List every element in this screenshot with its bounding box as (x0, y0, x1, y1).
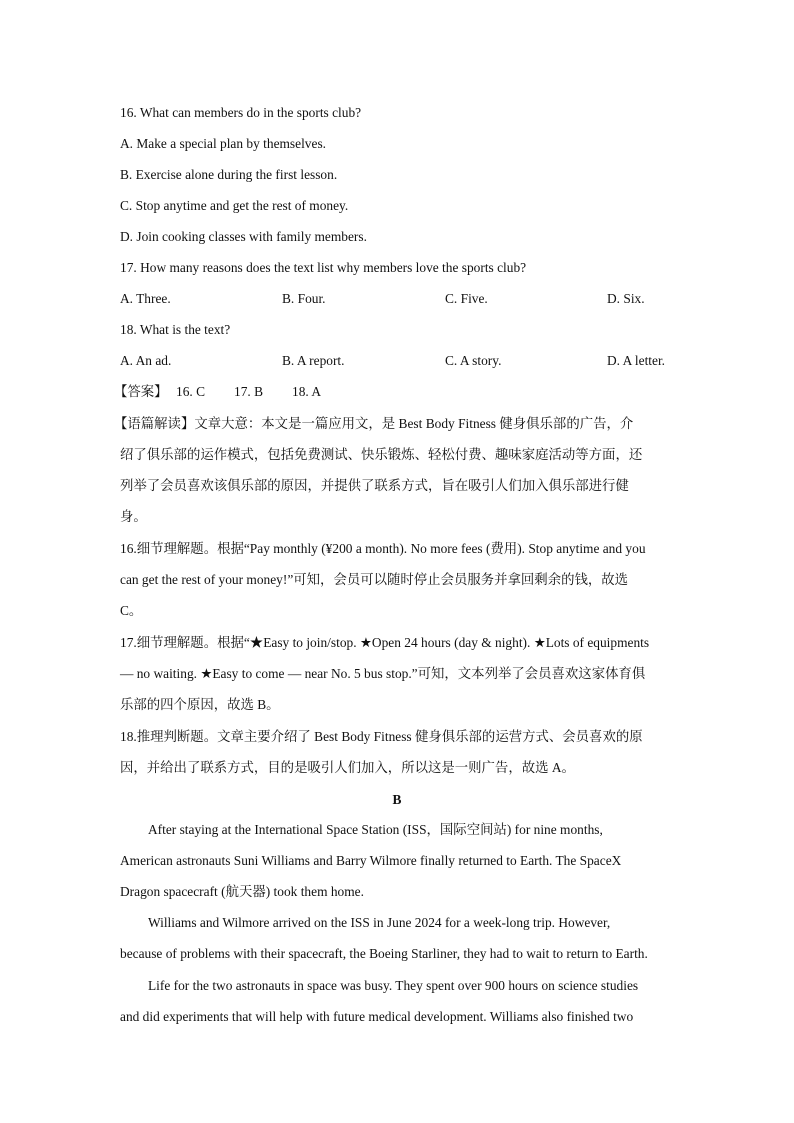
question-17-option-b: B. Four. (282, 291, 326, 306)
question-16-stem: 16. What can members do in the sports club? (120, 105, 362, 120)
explanation-17-line-3: 乐部的四个原因，故选 B。 (120, 697, 280, 712)
question-18-option-c: C. A story. (445, 353, 502, 368)
analysis-summary-line-3: 列举了会员喜欢该俱乐部的原因，并提供了联系方式，旨在吸引人们加入俱乐部进行健 (120, 478, 629, 493)
passage-b-paragraph-3-line-2: and did experiments that will help with future medical development. Williams also finished two (120, 1009, 634, 1024)
question-16-option-a: A. Make a special plan by themselves. (120, 136, 327, 151)
explanation-18-line-2: 因，并给出了联系方式，目的是吸引人们加入，所以这是一则广告，故选 A。 (120, 760, 575, 775)
question-18-option-b: B. A report. (282, 353, 345, 368)
question-17-option-a: A. Three. (120, 291, 171, 306)
explanation-17-line-1: 17.细节理解题。根据“★Easy to join/stop. ★Open 24 hours (day & night). ★Lots of equipments (120, 635, 650, 650)
passage-b-paragraph-1-line-2: American astronauts Suni Williams and Barry Wilmore finally returned to Earth. The SpaceX (120, 853, 622, 868)
question-17-option-c: C. Five. (445, 291, 488, 306)
answer-tag: 【答案】 (114, 384, 168, 399)
passage-b-paragraph-2-line-1: Williams and Wilmore arrived on the ISS in June 2024 for a week-long trip. However, (148, 915, 611, 930)
passage-b-paragraph-2-line-2: because of problems with their spacecraft, the Boeing Starliner, they had to wait to return to Earth. (120, 946, 648, 961)
explanation-16-line-1: 16.细节理解题。根据“Pay monthly (¥200 a month). No more fees (费用). Stop anytime and you (120, 541, 646, 556)
passage-b-paragraph-3-line-1: Life for the two astronauts in space was busy. They spent over 900 hours on science studies (148, 978, 639, 993)
passage-b-paragraph-1-line-1: After staying at the International Space Station (ISS，国际空间站) for nine months, (148, 822, 603, 837)
analysis-summary-line-2: 绍了俱乐部的运作模式，包括免费测试、快乐锻炼、轻松付费、趣味家庭活动等方面，还 (120, 447, 643, 462)
question-18-option-d: D. A letter. (607, 353, 666, 368)
answer-16: 16. C (176, 384, 206, 399)
question-16-option-c: C. Stop anytime and get the rest of money. (120, 198, 349, 213)
answer-18: 18. A (292, 384, 322, 399)
section-b-heading: B (392, 792, 402, 807)
explanation-16-line-2: can get the rest of your money!”可知，会员可以随时停止会员服务并拿回剩余的钱，故选 (120, 572, 629, 587)
analysis-summary-line-1: 【语篇解读】文章大意：本文是一篇应用文，是 Best Body Fitness 健身俱乐部的广告，介 (114, 416, 634, 431)
question-16-option-d: D. Join cooking classes with family members. (120, 229, 367, 244)
explanation-18-line-1: 18.推理判断题。文章主要介绍了 Best Body Fitness 健身俱乐部的运营方式、会员喜欢的原 (120, 729, 643, 744)
question-16-option-b: B. Exercise alone during the first lesson. (120, 167, 338, 182)
explanation-17-line-2: — no waiting. ★Easy to come — near No. 5 bus stop.”可知，文本列举了会员喜欢这家体育俱 (120, 666, 646, 681)
answer-17: 17. B (234, 384, 264, 399)
passage-b-paragraph-1-line-3: Dragon spacecraft (航天器) took them home. (120, 884, 364, 899)
analysis-summary-line-4: 身。 (120, 509, 147, 524)
explanation-16-line-3: C。 (120, 603, 143, 618)
question-17-option-d: D. Six. (607, 291, 645, 306)
question-18-stem: 18. What is the text? (120, 322, 231, 337)
question-18-option-a: A. An ad. (120, 353, 172, 368)
question-17-stem: 17. How many reasons does the text list why members love the sports club? (120, 260, 527, 275)
